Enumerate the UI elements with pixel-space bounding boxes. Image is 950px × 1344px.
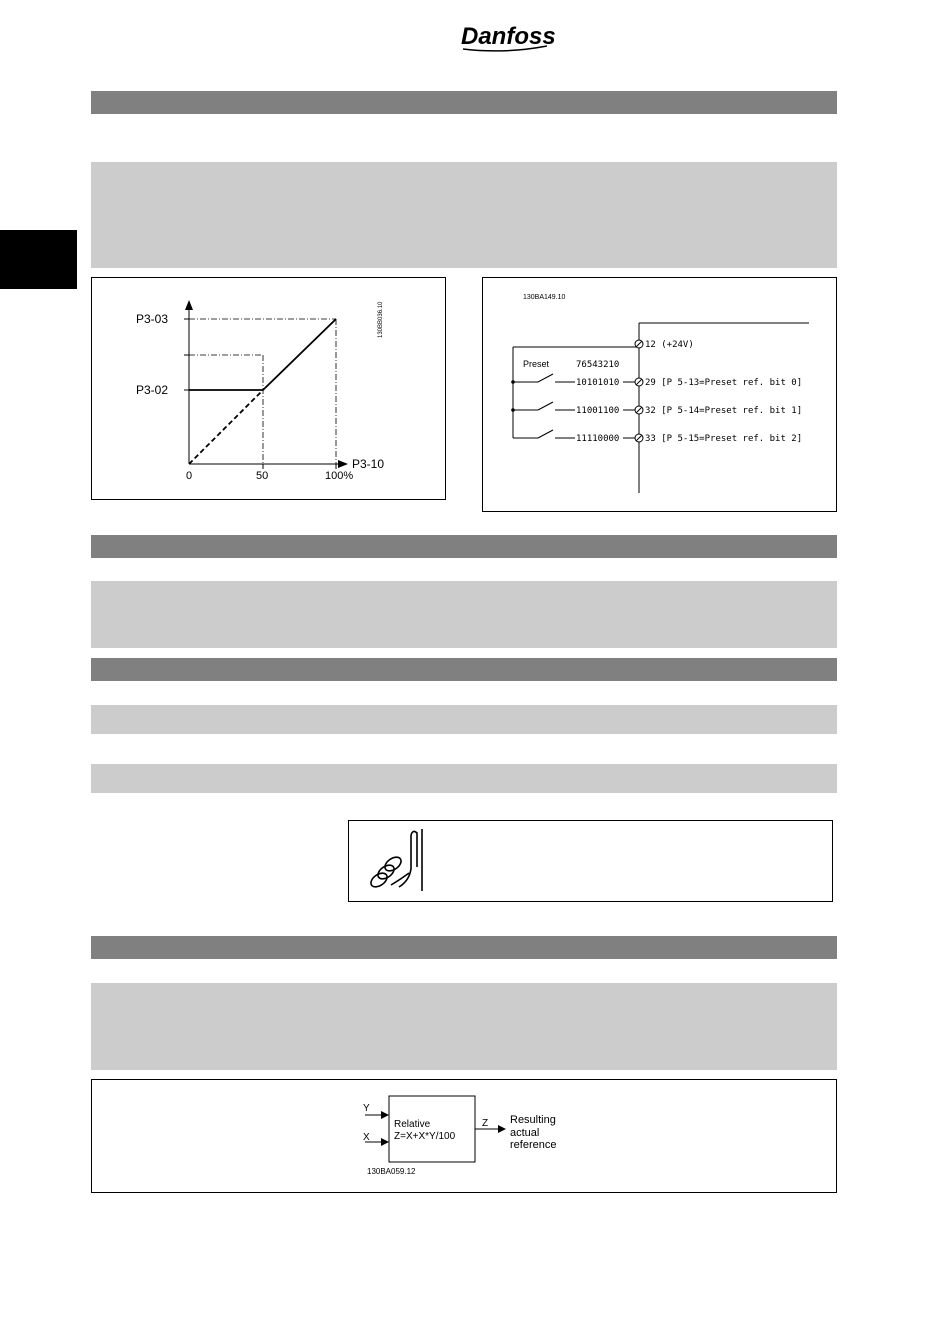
y-label-p3-03: P3-03 <box>136 312 169 326</box>
section-header-bar-1 <box>91 91 837 114</box>
drawing-id-2: 130BA149.10 <box>523 294 566 301</box>
row-terminal-1: 29 [P 5-13=Preset ref. bit 0] <box>645 378 803 388</box>
note-hand-icon <box>349 821 429 901</box>
figure-relative-reference <box>91 1079 837 1193</box>
parameter-box-5 <box>91 983 837 1070</box>
output-z-label: Z <box>482 1118 489 1129</box>
bit-header: 76543210 <box>576 360 620 370</box>
block-title: Relative <box>394 1119 431 1130</box>
row-terminal-2: 32 [P 5-14=Preset ref. bit 1] <box>645 406 803 416</box>
parameter-box-3 <box>91 705 837 734</box>
row-code-2: 11001100 <box>576 406 620 416</box>
drawing-id-1: 130BB036.10 <box>378 301 384 338</box>
x-tick-0: 0 <box>186 470 193 482</box>
section-header-bar-2 <box>91 535 837 558</box>
figure-reference-graph <box>91 277 446 500</box>
x-tick-50: 50 <box>256 470 269 482</box>
row-code-1: 10101010 <box>576 378 620 388</box>
figure-preset-wiring <box>482 277 837 512</box>
row-terminal-3: 33 [P 5-15=Preset ref. bit 2] <box>645 434 803 444</box>
input-x-label: X <box>363 1132 370 1143</box>
x-tick-100: 100% <box>325 470 354 482</box>
section-header-bar-4 <box>91 936 837 959</box>
parameter-box-4 <box>91 764 837 793</box>
supply-terminal: 12 (+24V) <box>645 340 694 350</box>
y-label-p3-02: P3-02 <box>136 383 169 397</box>
input-y-label: Y <box>363 1103 370 1114</box>
output-label-line-3: reference <box>510 1139 557 1151</box>
output-label-line-1: Resulting <box>510 1114 556 1126</box>
brand-text: Danfoss <box>461 23 555 50</box>
section-header-bar-3 <box>91 658 837 681</box>
row-code-3: 11110000 <box>576 434 620 444</box>
danfoss-logo <box>455 16 555 56</box>
block-formula: Z=X+X*Y/100 <box>394 1131 456 1142</box>
preset-label: Preset <box>523 359 550 369</box>
drawing-id-3: 130BA059.12 <box>367 1167 416 1176</box>
x-axis-label: P3-10 <box>352 457 385 471</box>
output-label-line-2: actual <box>510 1127 540 1139</box>
chapter-tab <box>0 230 77 289</box>
note-box <box>348 820 833 902</box>
parameter-box-2 <box>91 581 837 648</box>
parameter-box-1 <box>91 162 837 268</box>
